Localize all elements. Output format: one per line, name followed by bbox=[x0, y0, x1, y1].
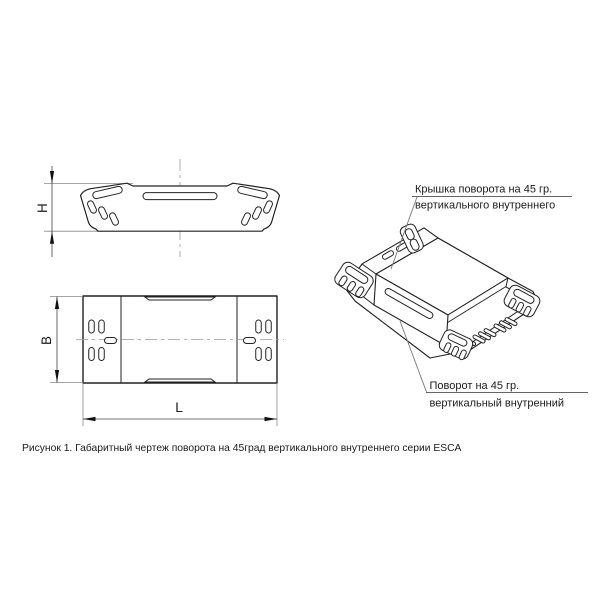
dim-l-label: L bbox=[175, 400, 183, 415]
cover-slot bbox=[143, 193, 217, 200]
perforation-hole bbox=[99, 348, 105, 361]
perforation-hole bbox=[266, 320, 272, 333]
isometric-view bbox=[333, 222, 542, 361]
arrowhead bbox=[265, 417, 278, 421]
oblong-hole bbox=[244, 338, 256, 344]
perforation-hole bbox=[99, 320, 105, 333]
arrowhead bbox=[50, 171, 54, 184]
perforation-hole bbox=[256, 320, 262, 333]
arrowhead bbox=[55, 370, 59, 383]
figure-caption: Рисунок 1. Габаритный чертеж поворота на 45град вертикального внутреннего серии ESCA bbox=[22, 443, 462, 454]
perforation-hole bbox=[266, 348, 272, 361]
oblong-hole bbox=[105, 338, 117, 344]
perforation-hole bbox=[256, 348, 262, 361]
arrowhead bbox=[50, 231, 54, 244]
cover-callout-line1: Крышка поворота на 45 гр. bbox=[415, 183, 553, 196]
cover-callout-line2: вертикального внутреннего bbox=[415, 199, 556, 212]
dim-b-label: B bbox=[39, 335, 54, 345]
front-view bbox=[35, 159, 280, 257]
perforation-hole bbox=[89, 348, 95, 361]
perforation-hole bbox=[89, 320, 95, 333]
body-callout-line1: Поворот на 45 гр. bbox=[429, 380, 520, 392]
arrowhead bbox=[83, 417, 96, 421]
dim-h-label: H bbox=[35, 203, 50, 213]
body-callout-line2: вертикальный внутренний bbox=[429, 397, 565, 410]
arrowhead bbox=[55, 297, 59, 310]
plan-view bbox=[39, 296, 284, 426]
